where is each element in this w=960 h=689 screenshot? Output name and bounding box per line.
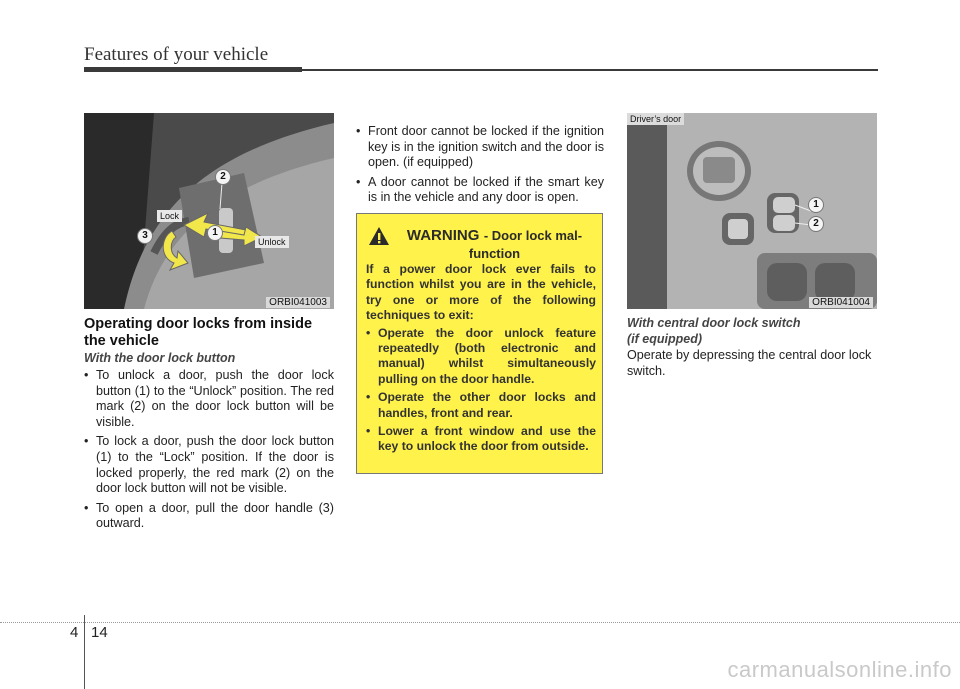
list-item: • A door cannot be locked if the smart key is in the vehicle and any door is open. (356, 175, 604, 206)
subheading-line-2: (if equipped) (627, 332, 702, 346)
section-heading: Operating door locks from inside the vehicle (84, 316, 313, 349)
watermark: carmanualsonline.info (727, 657, 952, 682)
figure-caption: ORBI041003 (266, 297, 330, 308)
list-item: • To unlock a door, push the door lock button (1) to the “Unlock” position. The red mark (2) on the door lock button will be visible. (84, 368, 334, 430)
footer-vertical-rule (84, 615, 85, 689)
list-item: • To open a door, pull the door handle (3) outward. (84, 501, 334, 532)
unlock-label: Unlock (255, 236, 289, 248)
left-bullet-list (84, 368, 334, 536)
door-lock-button-figure (84, 113, 334, 309)
callout-1: 1 (808, 197, 824, 213)
central-lock-paragraph: Operate by depressing the central door lock switch. (627, 348, 872, 378)
list-item: • Front door cannot be locked if the ignition key is in the ignition switch and the door is open. (if equipped) (356, 124, 604, 171)
warning-subtitle-2: function (468, 246, 521, 261)
callout-1: 1 (207, 225, 223, 241)
middle-bullet-list (356, 124, 604, 210)
warning-heading (357, 227, 602, 263)
warning-body (366, 262, 596, 458)
drivers-door-label: Driver’s door (627, 113, 684, 125)
warning-title: WARNING (406, 227, 480, 244)
list-item: • Operate the door unlock feature repeatedly (both electronic and manual) whilst simultaneously pulling on the door handle. (366, 326, 596, 388)
page-header-title: Features of your vehicle (84, 44, 269, 65)
page-number: 14 (91, 624, 108, 641)
list-item: • Operate the other door locks and handles, front and rear. (366, 390, 596, 421)
central-lock-switch-figure (627, 113, 877, 309)
warning-intro: If a power door lock ever fails to function whilst you are in the vehicle, try one or more of the following techniques to exit: (366, 262, 596, 323)
callout-2: 2 (808, 216, 824, 232)
subheading-line-1: With central door lock switch (627, 316, 801, 330)
door-switch-panel-illustration (627, 113, 877, 309)
door-interior-illustration (84, 113, 334, 309)
subheading-central-lock (627, 315, 801, 347)
header-rule-thin (302, 69, 878, 71)
section-number: 4 (70, 624, 79, 641)
warning-bullet-list (366, 326, 596, 455)
warning-subtitle: - Door lock mal- (483, 228, 583, 243)
callout-2: 2 (215, 169, 231, 185)
list-item: • Lower a front window and use the key to unlock the door from outside. (366, 424, 596, 455)
figure-caption: ORBI041004 (809, 297, 873, 308)
subheading-door-lock-button: With the door lock button (84, 351, 236, 365)
callout-3: 3 (137, 228, 153, 244)
lock-label: Lock (157, 210, 182, 222)
footer-divider (0, 622, 960, 623)
warning-box (356, 213, 603, 474)
list-item: • To lock a door, push the door lock button (1) to the “Lock” position. If the door is locked properly, the red mark (2) on the door lock button will not be visible. (84, 434, 334, 496)
header-rule (84, 67, 302, 72)
